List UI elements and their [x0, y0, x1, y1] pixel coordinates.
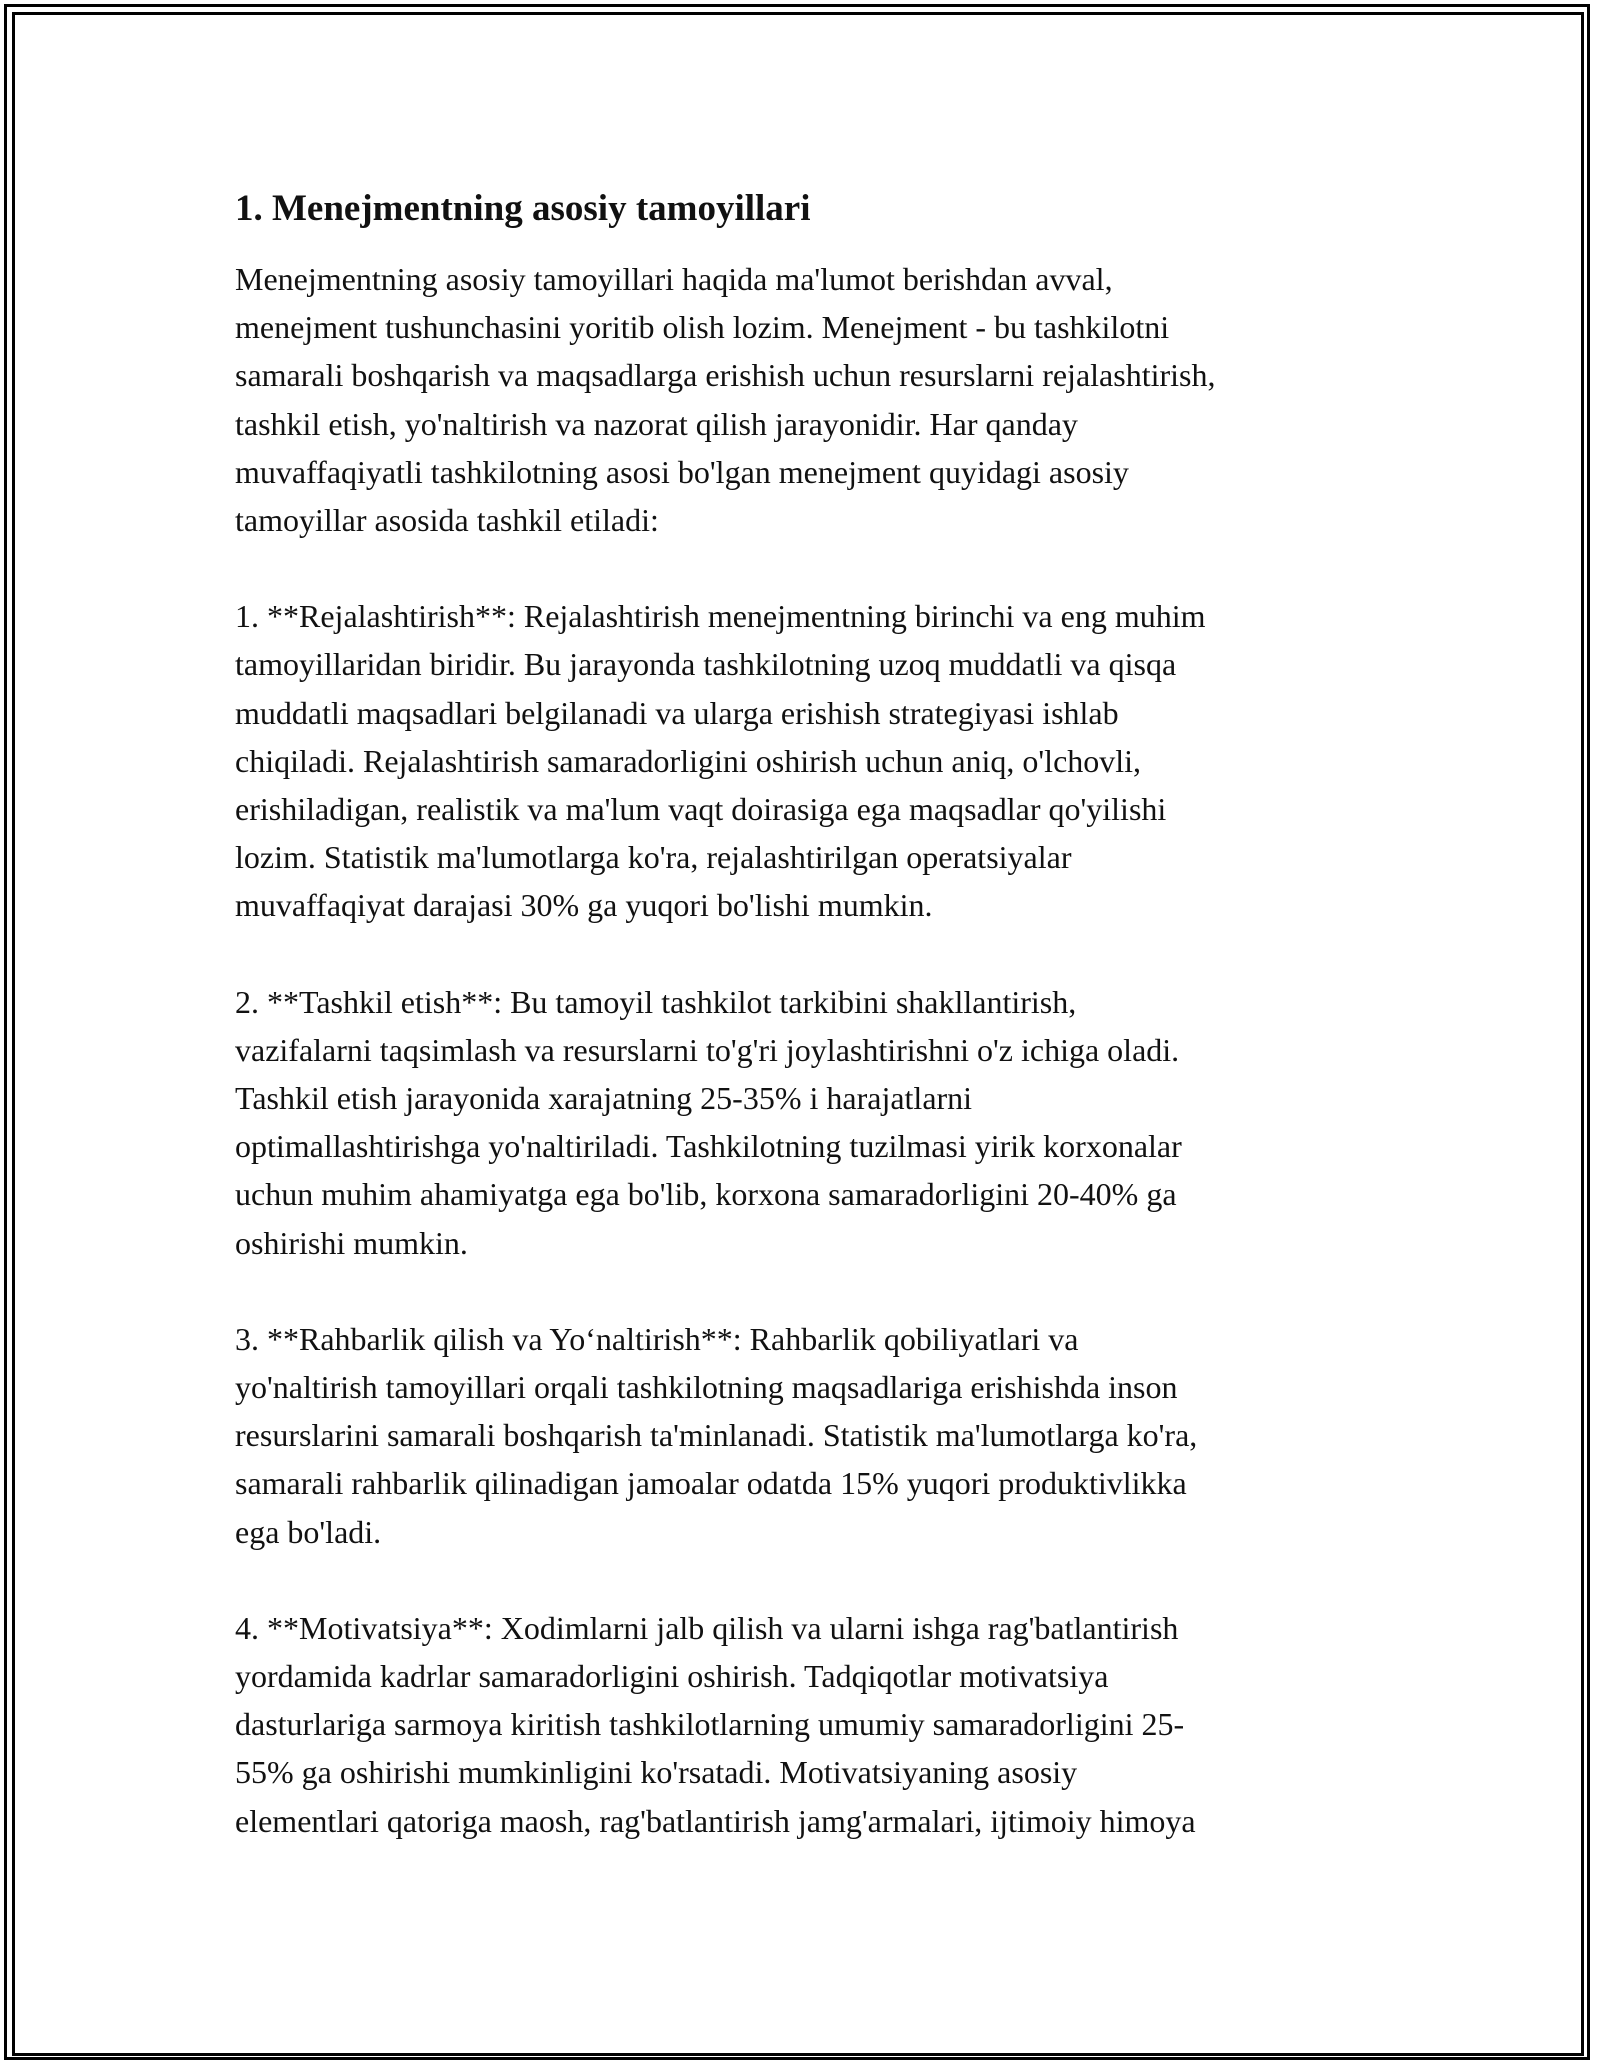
- text-line: tamoyillar asosida tashkil etiladi:: [235, 502, 659, 539]
- text-line: 3. **Rahbarlik qilish va Yo‘naltirish**: Rahbarlik qobiliyatlari va: [235, 1320, 1079, 1357]
- text-line: Tashkil etish jarayonida xarajatning 25-35% i harajatlarni: [235, 1080, 973, 1117]
- text-line: elementlari qatoriga maosh, rag'batlantirish jamg'armalari, ijtimoiy himoya: [235, 1802, 1196, 1839]
- paragraph-tashkil-etish: [235, 978, 1365, 1267]
- text-line: ega bo'ladi.: [235, 1513, 382, 1550]
- text-line: oshirishi mumkin.: [235, 1224, 468, 1261]
- text-line: uchun muhim ahamiyatga ega bo'lib, korxona samaradorligini 20-40% ga: [235, 1176, 1177, 1213]
- document-title: 1. Menejmentning asosiy tamoyillari: [235, 188, 811, 229]
- text-line: vazifalarni taqsimlash va resurslarni to'g'ri joylashtirishni o'z ichiga oladi.: [235, 1031, 1180, 1068]
- text-line: muvaffaqiyat darajasi 30% ga yuqori bo'lishi mumkin.: [235, 887, 933, 924]
- text-line: Menejmentning asosiy tamoyillari haqida ma'lumot berishdan avval,: [235, 261, 1113, 297]
- text-line: tamoyillaridan biridir. Bu jarayonda tashkilotning uzoq muddatli va qisqa: [235, 646, 1177, 683]
- text-line: yo'naltirish tamoyillari orqali tashkilotning maqsadlariga erishishda inson: [235, 1369, 1178, 1406]
- text-line: dasturlariga sarmoya kiritish tashkilotlarning umumiy samaradorligini 25-: [235, 1706, 1185, 1743]
- text-line: lozim. Statistik ma'lumotlarga ko'ra, rejalashtirilgan operatsiyalar: [235, 839, 1072, 876]
- text-line: tashkil etish, yo'naltirish va nazorat qilish jarayonidir. Har qanday: [235, 405, 1078, 442]
- text-line: samarali rahbarlik qilinadigan jamoalar odatda 15% yuqori produktivlikka: [235, 1465, 1187, 1502]
- text-line: chiqiladi. Rejalashtirish samaradorligini oshirish uchun aniq, o'lchovli,: [235, 742, 1142, 779]
- text-line: yordamida kadrlar samaradorligini oshirish. Tadqiqotlar motivatsiya: [235, 1658, 1109, 1695]
- paragraph-motivatsiya: [235, 1604, 1365, 1845]
- text-line: optimallashtirishga yo'naltiriladi. Tashkilotning tuzilmasi yirik korxonalar: [235, 1128, 1182, 1165]
- document-body: [235, 185, 1365, 1893]
- text-line: samarali boshqarish va maqsadlarga erishish uchun resurslarni rejalashtirish,: [235, 357, 1216, 394]
- text-line: 4. **Motivatsiya**: Xodimlarni jalb qilish va ularni ishga rag'batlantirish: [235, 1609, 1179, 1646]
- text-line: muddatli maqsadlari belgilanadi va ularga erishish strategiyasi ishlab: [235, 694, 1119, 731]
- paragraph-rahbarlik: [235, 1315, 1365, 1556]
- text-line: 1. **Rejalashtirish**: Rejalashtirish menejmentning birinchi va eng muhim: [235, 598, 1206, 635]
- text-line: menejment tushunchasini yoritib olish lozim. Menejment - bu tashkilotni: [235, 309, 1170, 346]
- text-line: resurslarini samarali boshqarish ta'minlanadi. Statistik ma'lumotlarga ko'ra,: [235, 1417, 1198, 1454]
- paragraph-rejalashtirish: [235, 592, 1365, 929]
- paragraph-intro: [235, 255, 1365, 544]
- text-line: erishiladigan, realistik va ma'lum vaqt doirasiga ega maqsadlar qo'yilishi: [235, 791, 1167, 828]
- text-line: muvaffaqiyatli tashkilotning asosi bo'lgan menejment quyidagi asosiy: [235, 453, 1129, 490]
- text-line: 55% ga oshirishi mumkinligini ko'rsatadi. Motivatsiyaning asosiy: [235, 1754, 1078, 1791]
- text-line: 2. **Tashkil etish**: Bu tamoyil tashkilot tarkibini shakllantirish,: [235, 983, 1077, 1020]
